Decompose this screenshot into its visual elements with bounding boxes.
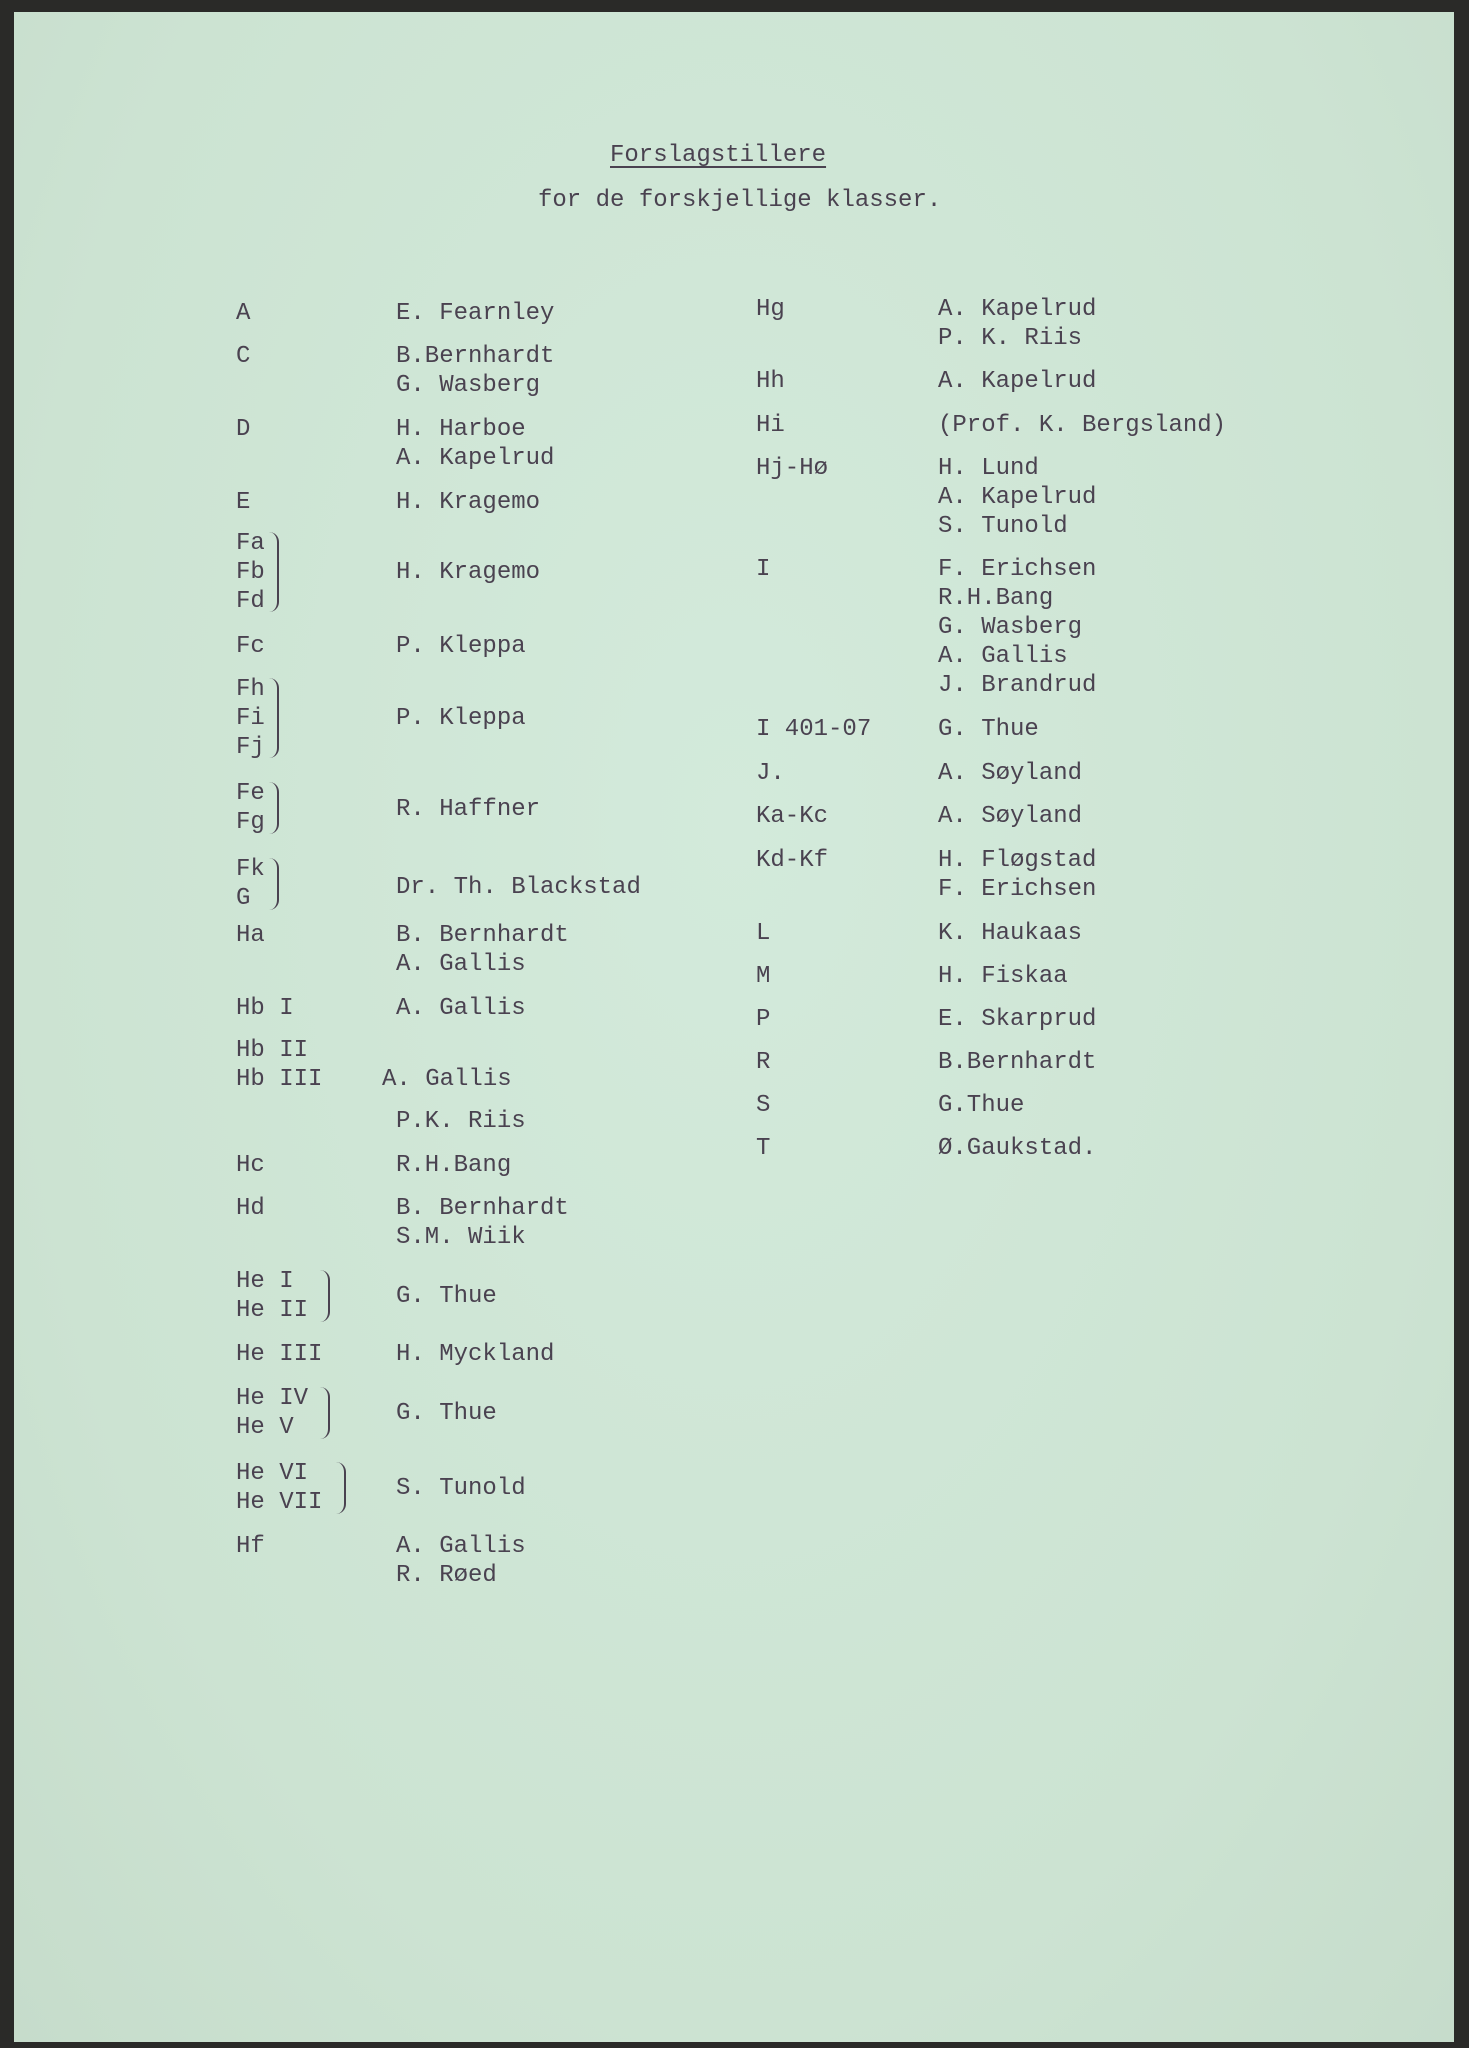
- proposer-name: G.Thue: [938, 1092, 1025, 1119]
- class-code: Fb: [236, 559, 265, 586]
- class-code: He VI: [236, 1460, 309, 1487]
- class-code: I 401-07: [756, 716, 872, 743]
- class-code: Hd: [236, 1195, 265, 1222]
- class-code: Ka-Kc: [756, 803, 829, 830]
- class-code: Fd: [236, 588, 265, 615]
- class-code: Hb I: [236, 995, 294, 1022]
- proposer-name: R.H.Bang: [396, 1152, 512, 1179]
- proposer-name: P.K. Riis: [396, 1108, 526, 1135]
- class-code: E: [236, 489, 251, 516]
- class-code: A: [236, 300, 251, 327]
- proposer-name: (Prof. K. Bergsland): [938, 412, 1227, 439]
- proposer-name: A. Kapelrud: [938, 368, 1097, 395]
- grouping-brace: [336, 1462, 346, 1514]
- proposer-name: S. Tunold: [396, 1475, 526, 1502]
- proposer-name: B. Bernhardt: [396, 1195, 569, 1222]
- class-code: Ha: [236, 922, 265, 949]
- proposer-name: G. Thue: [396, 1400, 497, 1427]
- proposer-name: B.Bernhardt: [396, 343, 555, 370]
- class-code: L: [756, 920, 771, 947]
- proposer-name: G. Wasberg: [938, 614, 1083, 641]
- proposer-name: H. Kragemo: [396, 489, 541, 516]
- grouping-brace: [320, 1270, 330, 1322]
- class-code: J.: [756, 760, 785, 787]
- proposer-name: H. Fløgstad: [938, 847, 1097, 874]
- class-code: Hb II: [236, 1037, 309, 1064]
- proposer-name: A. Kapelrud: [938, 484, 1097, 511]
- proposer-name: A. Kapelrud: [938, 296, 1097, 323]
- class-code: Fj: [236, 734, 265, 761]
- proposer-name: R. Røed: [396, 1562, 497, 1589]
- class-code: He I: [236, 1268, 294, 1295]
- grouping-brace: [269, 858, 279, 910]
- class-code: Fi: [236, 705, 265, 732]
- class-code: M: [756, 963, 771, 990]
- grouping-brace: [269, 532, 279, 612]
- class-code: Hg: [756, 296, 785, 323]
- proposer-name: Dr. Th. Blackstad: [396, 874, 641, 901]
- proposer-name: Ø.Gaukstad.: [938, 1135, 1097, 1162]
- proposer-name: G. Thue: [938, 716, 1039, 743]
- proposer-name: A. Gallis: [396, 1533, 526, 1560]
- proposer-name: S. Tunold: [938, 513, 1068, 540]
- proposer-name: A. Gallis: [396, 951, 526, 978]
- class-code: Hb III: [236, 1066, 323, 1093]
- class-code: Fc: [236, 633, 265, 660]
- class-code: Fa: [236, 530, 265, 557]
- class-code: He V: [236, 1414, 294, 1441]
- class-code: Hc: [236, 1152, 265, 1179]
- class-code: S: [756, 1092, 771, 1119]
- proposer-name: P. Kleppa: [396, 633, 526, 660]
- proposer-name: A. Søyland: [938, 803, 1083, 830]
- proposer-name: H. Kragemo: [396, 559, 541, 586]
- grouping-brace: [269, 782, 279, 834]
- class-code: I: [756, 556, 771, 583]
- class-code: He III: [236, 1341, 323, 1368]
- proposer-name: A. Gallis: [382, 1066, 512, 1093]
- proposer-name: A. Søyland: [938, 760, 1083, 787]
- class-code: Fe: [236, 780, 265, 807]
- proposer-name: B.Bernhardt: [938, 1049, 1097, 1076]
- class-code: Hj-Hø: [756, 455, 829, 482]
- proposer-name: P. K. Riis: [938, 325, 1083, 352]
- class-code: C: [236, 343, 251, 370]
- proposer-name: G. Wasberg: [396, 372, 541, 399]
- proposer-name: E. Skarprud: [938, 1006, 1097, 1033]
- proposer-name: F. Erichsen: [938, 876, 1097, 903]
- proposer-name: R.H.Bang: [938, 585, 1054, 612]
- document-page: [14, 12, 1454, 2042]
- class-code: He II: [236, 1297, 309, 1324]
- proposer-name: A. Gallis: [396, 995, 526, 1022]
- class-code: P: [756, 1006, 771, 1033]
- proposer-name: F. Erichsen: [938, 556, 1097, 583]
- class-code: Hh: [756, 368, 785, 395]
- class-code: Hf: [236, 1533, 265, 1560]
- grouping-brace: [269, 678, 279, 758]
- class-code: He VII: [236, 1489, 323, 1516]
- class-code: Fg: [236, 809, 265, 836]
- proposer-name: J. Brandrud: [938, 672, 1097, 699]
- proposer-name: R. Haffner: [396, 796, 541, 823]
- class-code: G: [236, 885, 251, 912]
- class-code: T: [756, 1135, 771, 1162]
- proposer-name: S.M. Wiik: [396, 1224, 526, 1251]
- proposer-name: E. Fearnley: [396, 300, 555, 327]
- grouping-brace: [320, 1387, 330, 1439]
- page-title: Forslagstillere: [610, 142, 827, 169]
- class-code: He IV: [236, 1385, 309, 1412]
- proposer-name: A. Kapelrud: [396, 445, 555, 472]
- class-code: Kd-Kf: [756, 847, 829, 874]
- proposer-name: G. Thue: [396, 1283, 497, 1310]
- page-subtitle: for de forskjellige klasser.: [538, 187, 942, 214]
- class-code: Fh: [236, 676, 265, 703]
- class-code: R: [756, 1049, 771, 1076]
- class-code: D: [236, 416, 251, 443]
- proposer-name: P. Kleppa: [396, 705, 526, 732]
- proposer-name: H. Lund: [938, 455, 1039, 482]
- proposer-name: H. Fiskaa: [938, 963, 1068, 990]
- proposer-name: B. Bernhardt: [396, 922, 569, 949]
- proposer-name: A. Gallis: [938, 643, 1068, 670]
- proposer-name: H. Harboe: [396, 416, 526, 443]
- proposer-name: K. Haukaas: [938, 920, 1083, 947]
- proposer-name: H. Myckland: [396, 1341, 555, 1368]
- class-code: Fk: [236, 856, 265, 883]
- class-code: Hi: [756, 412, 785, 439]
